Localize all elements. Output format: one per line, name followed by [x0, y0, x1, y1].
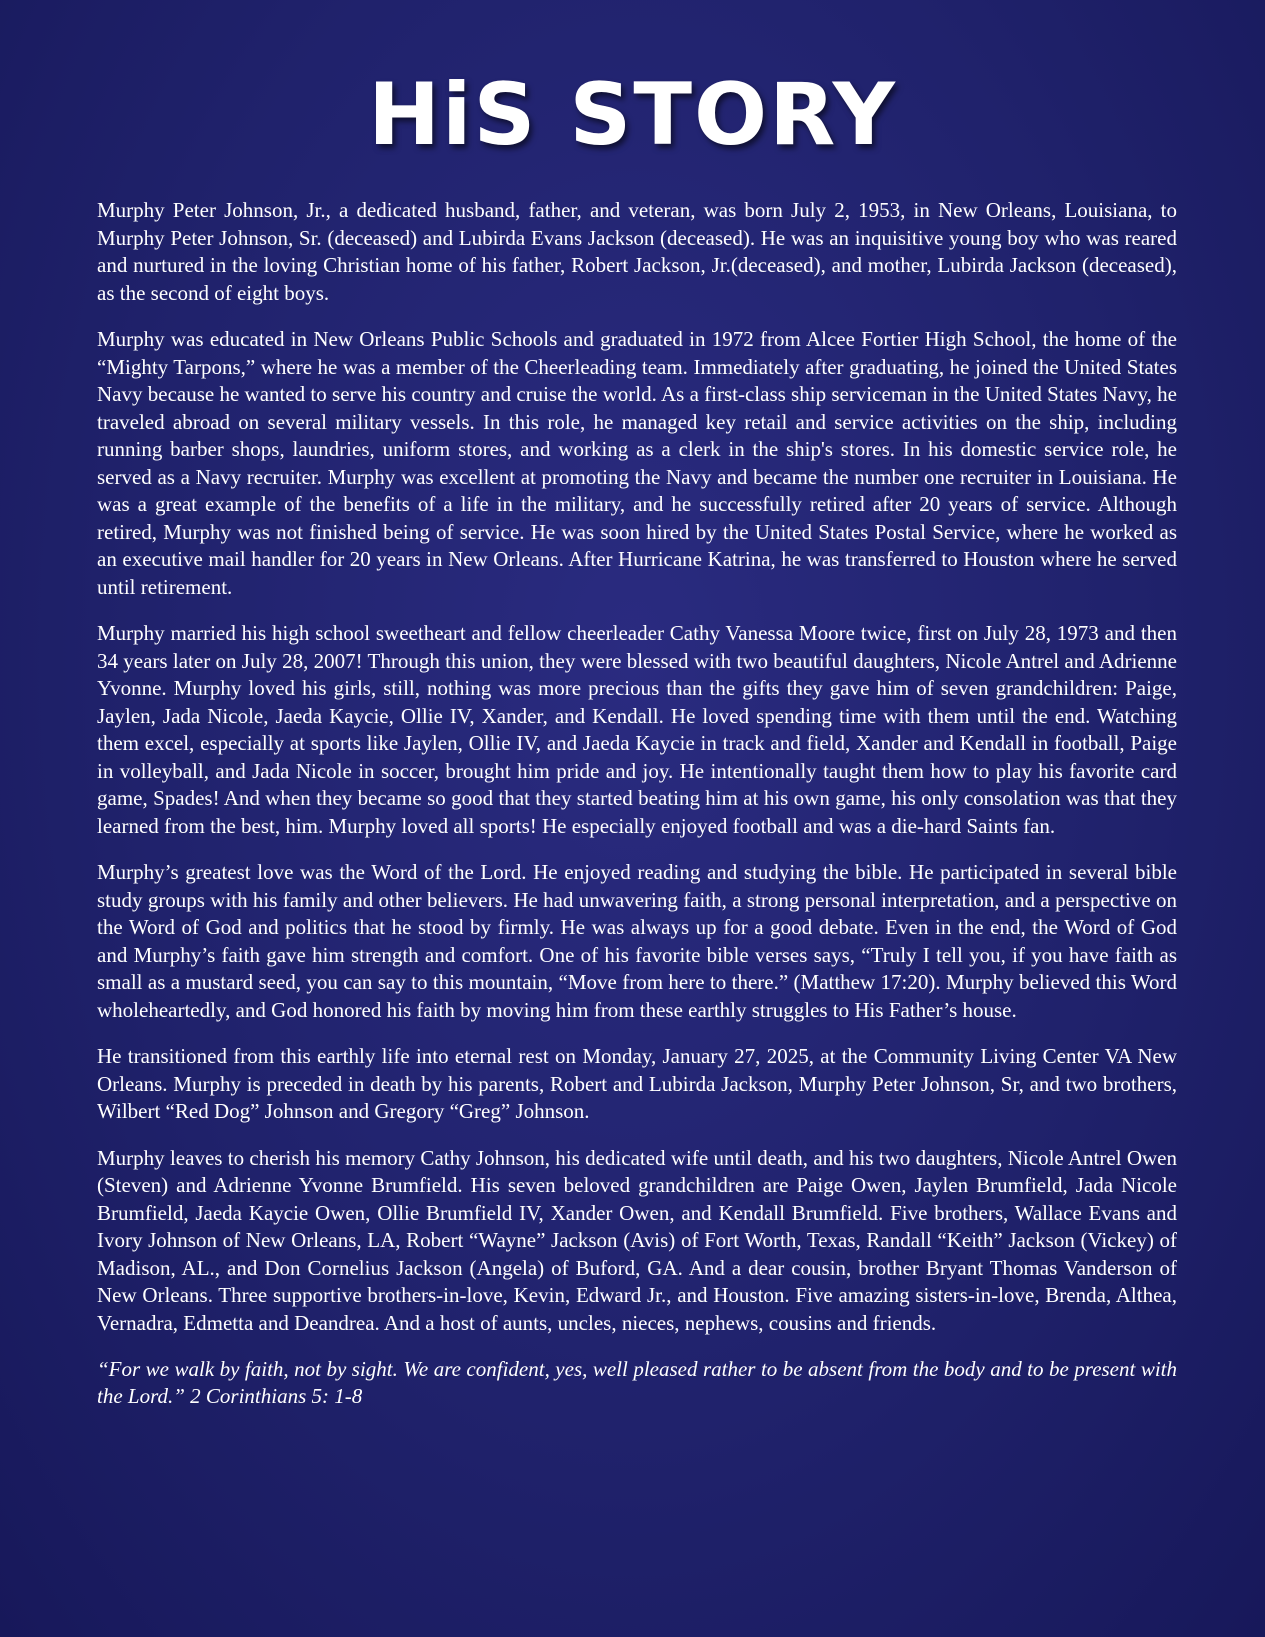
page-title: HiS STORY: [368, 65, 897, 165]
scripture-quote: “For we walk by faith, not by sight. We are confident, yes, well pleased rather to be absent from the body and to be present with the Lord.” 2 Corinthians 5: 1-8: [97, 1357, 1177, 1408]
paragraph-marriage-family: Murphy married his high school sweetheart and fellow cheerleader Cathy Vanessa Moore twice, first on July 28, 1973 and then 34 years later on July 28, 2007! Through this union, they were blessed with two beautiful daughters, Nicole Antrel and Adrienne Yvonne. Murphy loved his girls, still, nothing was more precious than the gifts they gave him of seven grandchildren: Paige, Jaylen, Jada Nicole, Jaeda Kaycie, Ollie IV, Xander, and Kendall. He loved spending time with them until the end. Watching them excel, especially at sports like Jaylen, Ollie IV, and Jaeda Kaycie in track and field, Xander and Kendall in football, Paige in volleyball, and Jada Nicole in soccer, brought him pride and joy. He intentionally taught them how to play his favorite card game, Spades! And when they became so good that they started beating him at his own game, his only consolation was that they learned from the best, him. Murphy loved all sports! He especially enjoyed football and was a die-hard Saints fan.: [97, 621, 1177, 838]
paragraph-education-career: Murphy was educated in New Orleans Public Schools and graduated in 1972 from Alcee Fortier High School, the home of the “Mighty Tarpons,” where he was a member of the Cheerleading team. Immediately after graduating, he joined the United States Navy because he wanted to serve his country and cruise the world. As a first-class ship serviceman in the United States Navy, he traveled abroad on several military vessels. In this role, he managed key retail and service activities on the ship, including running barber shops, laundries, uniform stores, and working as a clerk in the ship's stores. In his domestic service role, he served as a Navy recruiter. Murphy was excellent at promoting the Navy and became the number one recruiter in Louisiana. He was a great example of the benefits of a life in the military, and he successfully retired after 20 years of service. Although retired, Murphy was not finished being of service. He was soon hired by the United States Postal Service, where he worked as an executive mail handler for 20 years in New Orleans. After Hurricane Katrina, he was transferred to Houston where he served until retirement.: [97, 327, 1177, 599]
paragraph-early-life: Murphy Peter Johnson, Jr., a dedicated husband, father, and veteran, was born July 2, 1953, in New Orleans, Louisiana, to Murphy Peter Johnson, Sr. (deceased) and Lubirda Evans Jackson (deceased). He was an inquisitive young boy who was reared and nurtured in the loving Christian home of his father, Robert Jackson, Jr.(deceased), and mother, Lubirda Jackson (deceased), as the second of eight boys.: [97, 198, 1177, 305]
paragraph-survivors: Murphy leaves to cherish his memory Cathy Johnson, his dedicated wife until death, and his two daughters, Nicole Antrel Owen (Steven) and Adrienne Yvonne Brumfield. His seven beloved grandchildren are Paige Owen, Jaylen Brumfield, Jada Nicole Brumfield, Jaeda Kaycie Owen, Ollie Brumfield IV, Xander Owen, and Kendall Brumfield. Five brothers, Wallace Evans and Ivory Johnson of New Orleans, LA, Robert “Wayne” Jackson (Avis) of Fort Worth, Texas, Randall “Keith” Jackson (Vickey) of Madison, AL., and Don Cornelius Jackson (Angela) of Buford, GA. And a dear cousin, brother Bryant Thomas Vanderson of New Orleans. Three supportive brothers-in-love, Kevin, Edward Jr., and Houston. Five amazing sisters-in-love, Brenda, Althea, Vernadra, Edmetta and Deandrea. And a host of aunts, uncles, nieces, nephews, cousins and friends.: [97, 1145, 1177, 1335]
paragraph-faith: Murphy’s greatest love was the Word of the Lord. He enjoyed reading and studying the bible. He participated in several bible study groups with his family and other believers. He had unwavering faith, a strong personal interpretation, and a perspective on the Word of God and politics that he stood by firmly. He was always up for a good debate. Even in the end, the Word of God and Murphy’s faith gave him strength and comfort. One of his favorite bible verses says, “Truly I tell you, if you have faith as small as a mustard seed, you can say to this mountain, “Move from here to there.” (Matthew 17:20). Murphy believed this Word wholeheartedly, and God honored his faith by moving him from these earthly struggles to His Father’s house.: [97, 860, 1177, 1022]
obituary-body: [97, 197, 1177, 1410]
paragraph-transition: He transitioned from this earthly life into eternal rest on Monday, January 27, 2025, at the Community Living Center VA New Orleans. Murphy is preceded in death by his parents, Robert and Lubirda Jackson, Murphy Peter Johnson, Sr, and two brothers, Wilbert “Red Dog” Johnson and Gregory “Greg” Johnson.: [97, 1044, 1177, 1123]
